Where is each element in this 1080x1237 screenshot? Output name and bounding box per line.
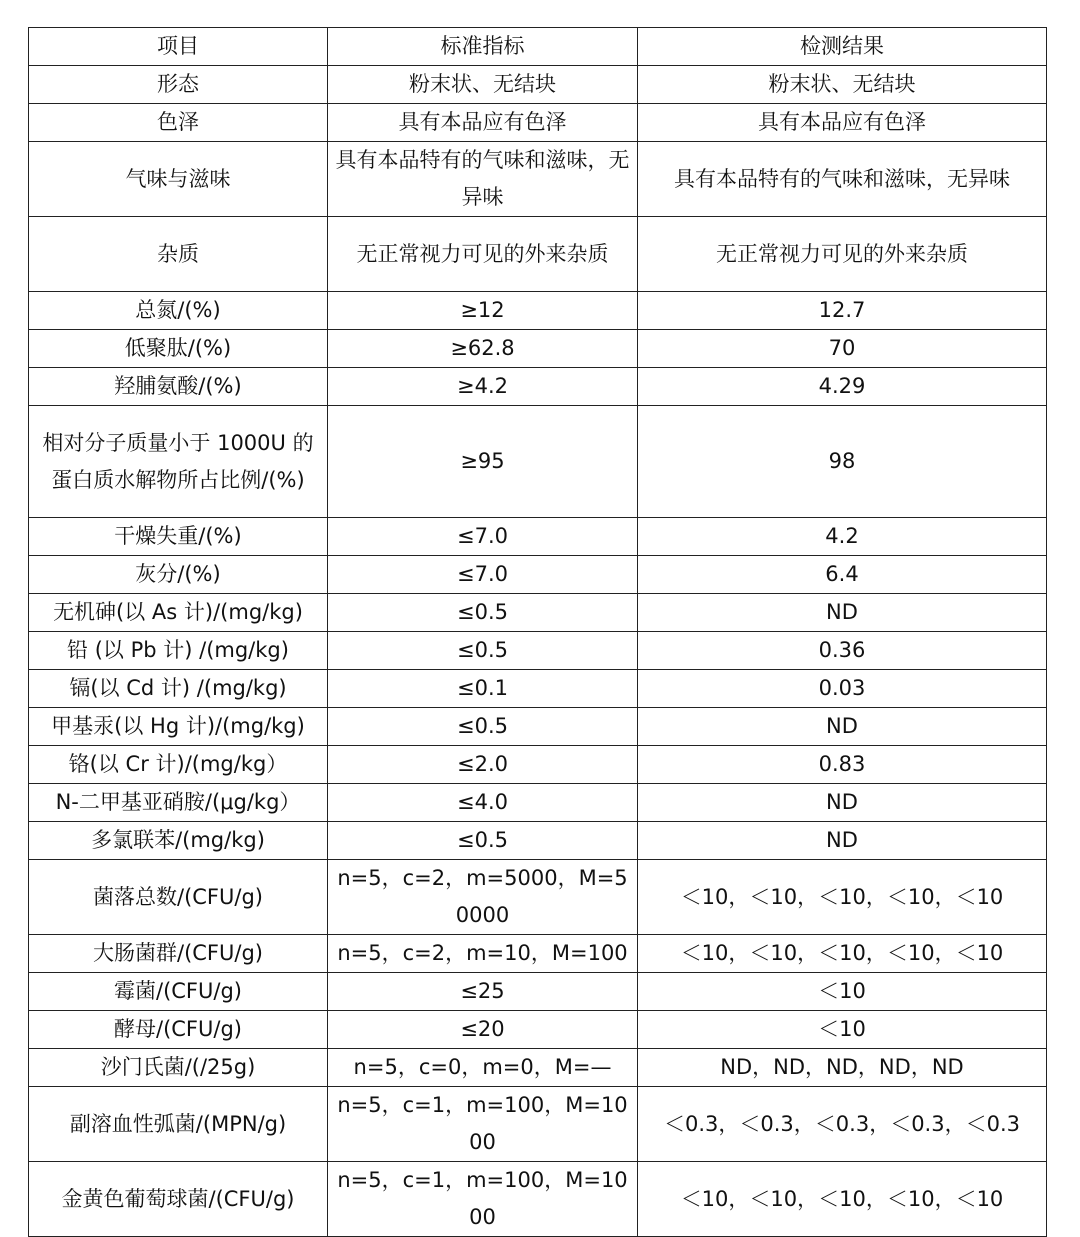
table-row xyxy=(29,217,1047,292)
result-cell: ＜0.3，＜0.3，＜0.3，＜0.3，＜0.3 xyxy=(638,1087,1047,1162)
item-cell: 镉(以 Cd 计) /(mg/kg) xyxy=(29,670,328,708)
standard-cell: ≤0.1 xyxy=(328,670,638,708)
result-cell: 12.7 xyxy=(638,292,1047,330)
standard-cell: ≥95 xyxy=(328,406,638,518)
item-cell: 低聚肽/(%) xyxy=(29,330,328,368)
standard-cell: n=5，c=0，m=0，M=— xyxy=(328,1049,638,1087)
item-cell: 形态 xyxy=(29,66,328,104)
result-cell: ＜10，＜10，＜10，＜10，＜10 xyxy=(638,935,1047,973)
item-cell: 金黄色葡萄球菌/(CFU/g) xyxy=(29,1162,328,1237)
table-header-row xyxy=(29,28,1047,66)
standard-cell: ≤2.0 xyxy=(328,746,638,784)
table-row xyxy=(29,708,1047,746)
standard-cell: ≥62.8 xyxy=(328,330,638,368)
standard-cell: n=5，c=2，m=5000，M=50000 xyxy=(328,860,638,935)
standard-cell: n=5，c=2，m=10，M=100 xyxy=(328,935,638,973)
result-cell: 粉末状、无结块 xyxy=(638,66,1047,104)
item-cell: 大肠菌群/(CFU/g) xyxy=(29,935,328,973)
item-cell: 酵母/(CFU/g) xyxy=(29,1011,328,1049)
standard-cell: n=5，c=1，m=100，M=1000 xyxy=(328,1162,638,1237)
item-cell: 气味与滋味 xyxy=(29,142,328,217)
standard-cell: 具有本品特有的气味和滋味，无异味 xyxy=(328,142,638,217)
table-row xyxy=(29,406,1047,518)
result-cell: 4.2 xyxy=(638,518,1047,556)
standard-cell: 具有本品应有色泽 xyxy=(328,104,638,142)
result-cell: 无正常视力可见的外来杂质 xyxy=(638,217,1047,292)
item-cell: 无机砷(以 As 计)/(mg/kg) xyxy=(29,594,328,632)
standard-cell: ≥12 xyxy=(328,292,638,330)
result-cell: 0.36 xyxy=(638,632,1047,670)
result-cell: 具有本品应有色泽 xyxy=(638,104,1047,142)
standard-cell: ≤4.0 xyxy=(328,784,638,822)
item-cell: 铅 (以 Pb 计) /(mg/kg) xyxy=(29,632,328,670)
header-standard: 标准指标 xyxy=(328,28,638,66)
table-row xyxy=(29,594,1047,632)
result-cell: ND xyxy=(638,784,1047,822)
table-row xyxy=(29,746,1047,784)
table-row xyxy=(29,935,1047,973)
table-row xyxy=(29,292,1047,330)
table-row xyxy=(29,518,1047,556)
standard-cell: ≤20 xyxy=(328,1011,638,1049)
item-cell: 副溶血性弧菌/(MPN/g) xyxy=(29,1087,328,1162)
table-row xyxy=(29,1011,1047,1049)
result-cell: ND，ND，ND，ND，ND xyxy=(638,1049,1047,1087)
table-row xyxy=(29,1162,1047,1237)
table-row xyxy=(29,368,1047,406)
header-item: 项目 xyxy=(29,28,328,66)
result-cell: 6.4 xyxy=(638,556,1047,594)
result-cell: 0.83 xyxy=(638,746,1047,784)
result-cell: ＜10 xyxy=(638,1011,1047,1049)
result-cell: ND xyxy=(638,708,1047,746)
item-cell: 铬(以 Cr 计)/(mg/kg） xyxy=(29,746,328,784)
table-row xyxy=(29,104,1047,142)
table-row xyxy=(29,330,1047,368)
table-row xyxy=(29,1049,1047,1087)
result-cell: ND xyxy=(638,594,1047,632)
result-cell: ＜10，＜10，＜10，＜10，＜10 xyxy=(638,1162,1047,1237)
standard-cell: 无正常视力可见的外来杂质 xyxy=(328,217,638,292)
table-row xyxy=(29,860,1047,935)
standard-cell: ≤7.0 xyxy=(328,556,638,594)
table-row xyxy=(29,556,1047,594)
table-row xyxy=(29,142,1047,217)
result-cell: ＜10 xyxy=(638,973,1047,1011)
item-cell: 杂质 xyxy=(29,217,328,292)
item-cell: 羟脯氨酸/(%) xyxy=(29,368,328,406)
item-cell: 沙门氏菌/(/25g) xyxy=(29,1049,328,1087)
result-cell: 4.29 xyxy=(638,368,1047,406)
result-cell: ND xyxy=(638,822,1047,860)
item-cell: 菌落总数/(CFU/g) xyxy=(29,860,328,935)
table-row xyxy=(29,822,1047,860)
standard-cell: n=5，c=1，m=100，M=1000 xyxy=(328,1087,638,1162)
result-cell: 0.03 xyxy=(638,670,1047,708)
header-result: 检测结果 xyxy=(638,28,1047,66)
result-cell: 具有本品特有的气味和滋味，无异味 xyxy=(638,142,1047,217)
standard-cell: ≥4.2 xyxy=(328,368,638,406)
table-row xyxy=(29,632,1047,670)
table-row xyxy=(29,784,1047,822)
table-row xyxy=(29,66,1047,104)
standard-cell: ≤0.5 xyxy=(328,822,638,860)
result-cell: 98 xyxy=(638,406,1047,518)
item-cell: 色泽 xyxy=(29,104,328,142)
standard-cell: ≤0.5 xyxy=(328,632,638,670)
quality-spec-table xyxy=(28,27,1047,1237)
standard-cell: ≤0.5 xyxy=(328,594,638,632)
item-cell: 干燥失重/(%) xyxy=(29,518,328,556)
standard-cell: 粉末状、无结块 xyxy=(328,66,638,104)
table-row xyxy=(29,973,1047,1011)
standard-cell: ≤25 xyxy=(328,973,638,1011)
item-cell: N-二甲基亚硝胺/(μg/kg） xyxy=(29,784,328,822)
item-cell: 灰分/(%) xyxy=(29,556,328,594)
item-cell: 霉菌/(CFU/g) xyxy=(29,973,328,1011)
standard-cell: ≤0.5 xyxy=(328,708,638,746)
result-cell: 70 xyxy=(638,330,1047,368)
table-row xyxy=(29,1087,1047,1162)
table-row xyxy=(29,670,1047,708)
standard-cell: ≤7.0 xyxy=(328,518,638,556)
item-cell: 相对分子质量小于 1000U 的蛋白质水解物所占比例/(%) xyxy=(29,406,328,518)
item-cell: 多氯联苯/(mg/kg) xyxy=(29,822,328,860)
result-cell: ＜10，＜10，＜10，＜10，＜10 xyxy=(638,860,1047,935)
item-cell: 甲基汞(以 Hg 计)/(mg/kg) xyxy=(29,708,328,746)
item-cell: 总氮/(%) xyxy=(29,292,328,330)
